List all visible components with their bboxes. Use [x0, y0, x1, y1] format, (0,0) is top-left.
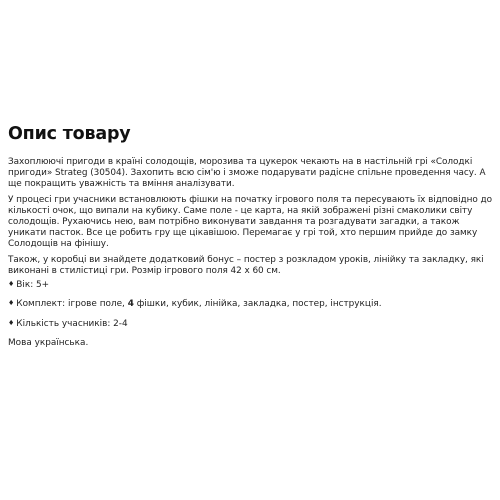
- spec-contents-prefix: Комплект: ігрове поле,: [16, 299, 128, 310]
- spec-players: [8, 319, 496, 330]
- spec-contents-suffix: фішки, кубик, лінійка, закладка, постер, інструкція.: [133, 299, 382, 310]
- diamond-bullet-icon: ♦: [8, 318, 15, 327]
- spec-contents-count: 4: [127, 299, 134, 310]
- spec-players-text: Кількість учасників: 2-4: [16, 318, 128, 329]
- description-paragraph-intro: Захоплюючі пригоди в країні солодощів, морозива та цукерок чекають на в настільній грі «Солодкі пригоди» Strateg (30504). Захопить всю сім'ю і зможе подарувати радісне спільне проведення часу. А ще покращить уважність та вміння аналізувати.: [8, 157, 486, 189]
- diamond-bullet-icon: ♦: [8, 299, 15, 308]
- spec-contents: [8, 299, 496, 310]
- product-description: [8, 124, 496, 357]
- diamond-bullet-icon: ♦: [8, 279, 15, 288]
- spec-age: [8, 280, 496, 291]
- description-paragraph-gameplay: У процесі гри учасники встановлюють фішки на початку ігрового поля та пересувають їх відповідно до кількості очок, що випали на кубику. Саме поле - це карта, на якій зображені різні смаколики світу солодощів. Рухаючись нею, вам потрібно виконувати завдання та розгадувати загадки, а також уникати пасток. Все це робить гру ще цікавішою. Перемагає у грі той, хто першим прийде до замку Солодощів на фінішу.: [8, 195, 492, 249]
- description-paragraph-bonus: Також, у коробці ви знайдете додатковий бонус – постер з розкладом уроків, лінійку та закладку, які виконані в стилістиці гри. Розмір ігрового поля 42 х 60 см.: [8, 255, 484, 277]
- section-title: Опис товару: [8, 124, 131, 144]
- spec-age-text: Вік: 5+: [16, 279, 50, 290]
- spec-language: Мова українська.: [8, 337, 89, 348]
